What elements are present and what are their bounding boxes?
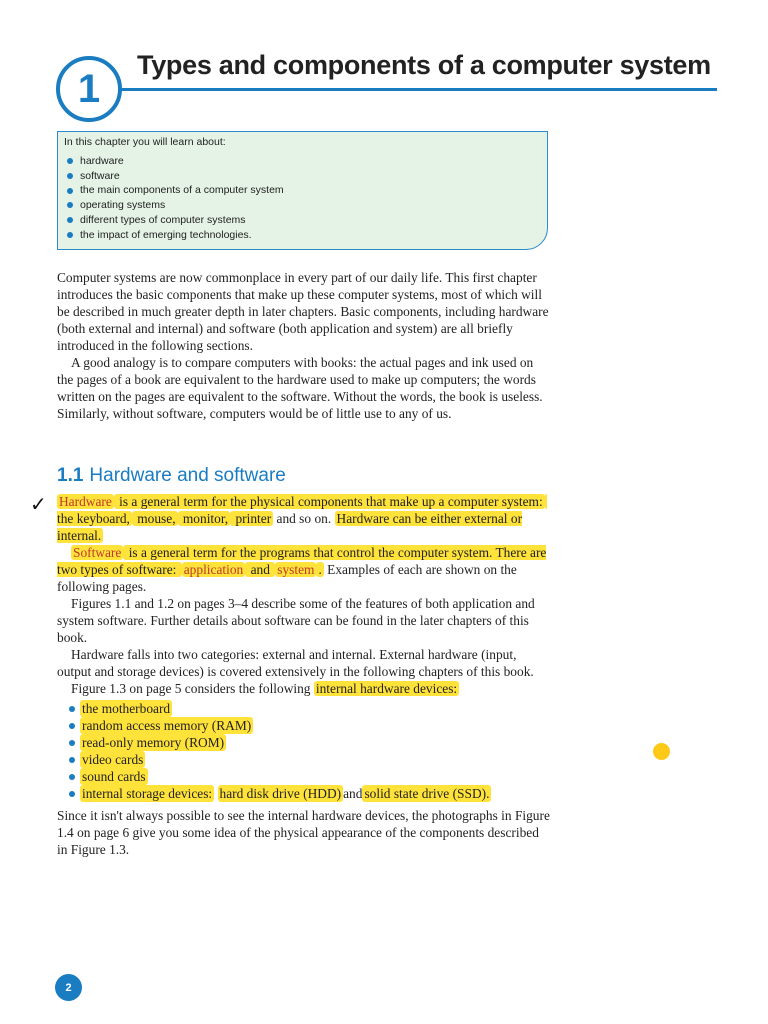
title-rule [120,88,717,91]
chapter-title: Types and components of a computer system [137,50,711,80]
list-item: software [64,169,541,184]
list-item: operating systems [64,198,541,213]
list-item: the motherboard [57,700,552,717]
list-item: video cards [57,751,552,768]
chapter-number-badge [56,56,122,122]
analogy-paragraph: A good analogy is to compare computers with books: the actual pages and ink used on the pages of a book are equivalent to the hardware used to make up computers; the words written on the pages are equivalent to the software. Without the words, the book is useless. Similarly, without software, computers would be of little use to any of us. [57,355,543,421]
term-software: Software [73,545,122,560]
bullet-icon [69,791,75,797]
categories-paragraph: Hardware falls into two categories: external and internal. External hardware (input, output and storage devices) is covered extensively in the following chapters of this book. [57,647,534,679]
chapter-number: 1 [77,66,101,111]
page-number: 2 [65,981,72,994]
bullet-icon [69,740,75,746]
list-item: read-only memory (ROM) [57,734,552,751]
term-system: system [277,562,315,577]
bullet-icon [67,173,73,179]
bullet-icon [67,158,73,164]
list-item: different types of computer systems [64,213,541,228]
bullet-icon [67,202,73,208]
list-item: sound cards [57,768,552,785]
learning-objectives-list [64,154,541,242]
intro-paragraph: Computer systems are now commonplace in every part of our daily life. This first chapter introduces the basic components that make up these computer systems, most of which will be described in much greater depth in later chapters. Basic components, including hardware (both external and internal) and software (both application and system) are all briefly introduced in the following sections. [57,270,549,353]
bullet-icon [67,217,73,223]
internal-hardware-list [57,700,552,802]
figures-paragraph: Figures 1.1 and 1.2 on pages 3–4 describe some of the features of both application and system software. Further details about software can be found in the later chapters of this book. [57,596,535,645]
section-body [57,493,552,858]
term-application: application [183,562,244,577]
list-item: the main components of a computer system [64,183,541,198]
checkmark-icon: ✓ [30,492,47,516]
figure-1-3-paragraph: Figure 1.3 on page 5 considers the following internal hardware devices: [71,681,458,696]
list-item: random access memory (RAM) [57,717,552,734]
closing-paragraph: Since it isn't always possible to see the internal hardware devices, the photographs in Figure 1.4 on page 6 give you some idea of the physical appearance of the components described in Figure 1.3. [57,808,550,857]
software-paragraph: Software is a general term for the programs that control the computer system. There are two types of software: application and system . Examples of each are shown on the following pages. [57,545,547,594]
section-number: 1.1 [57,465,84,486]
learning-objectives-intro: In this chapter you will learn about: [64,136,226,148]
section-heading [57,465,286,487]
bullet-icon [67,188,73,194]
page-number-badge [55,974,82,1001]
bullet-icon [67,232,73,238]
list-item: the impact of emerging technologies. [64,228,541,243]
bullet-icon [69,706,75,712]
bullet-icon [69,774,75,780]
bullet-icon [69,723,75,729]
hardware-paragraph: Hardware is a general term for the physical components that make up a computer system: the keyboard, mouse, monitor, printer and so on. Hardware can be either external or internal. [57,493,552,544]
section-title: Hardware and software [89,465,286,486]
list-item: internal storage devices: hard disk drive (HDD) and solid state drive (SSD). [57,785,552,802]
list-item: hardware [64,154,541,169]
intro-text [57,269,552,422]
learning-objectives-box [57,131,548,250]
highlight-mark [653,743,670,760]
bullet-icon [69,757,75,763]
term-hardware: Hardware [59,494,112,509]
